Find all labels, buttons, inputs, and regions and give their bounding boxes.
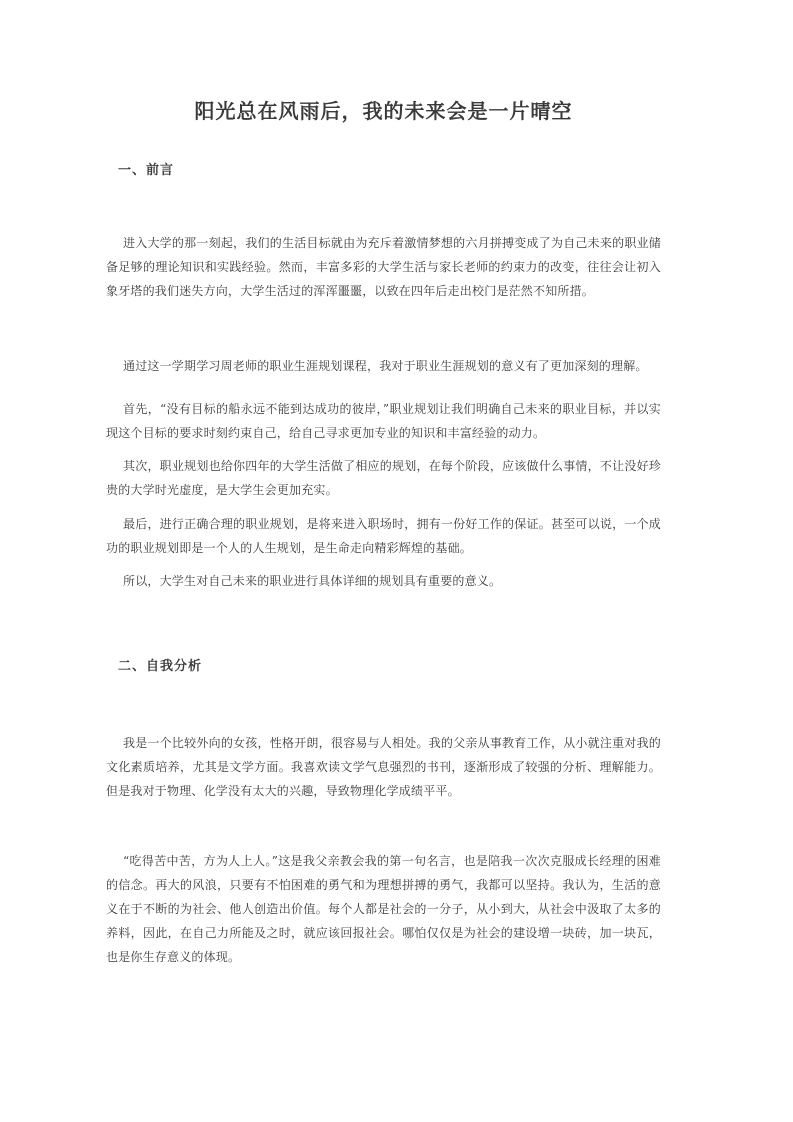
- paragraph-foreword-1: 进入大学的那一刻起，我们的生活目标就由为充斥着激情梦想的六月拼搏变成了为自己未来的职业储备足够的理论知识和实践经验。然而，丰富多彩的大学生活与家长老师的约束力的改变，往往会让初入象牙塔的我们迷失方向，大学生活过的浑浑噩噩，以致在四年后走出校门是茫然不知所措。: [106, 236, 661, 298]
- paragraph-foreword-6: 所以，大学生对自己未来的职业进行具体详细的规划具有重要的意义。: [123, 574, 502, 588]
- section-heading-self-analysis: 二、自我分析: [118, 659, 203, 674]
- paragraph-foreword-2: 通过这一学期学习周老师的职业生涯规划课程，我对于职业生涯规划的意义有了更加深刻的理解。: [123, 359, 648, 373]
- section-self-analysis: [106, 659, 661, 969]
- section-foreword: [106, 163, 661, 593]
- document-title: 阳光总在风雨后，我的未来会是一片晴空: [194, 99, 573, 123]
- paragraph-foreword-3: 首先，“没有目标的船永远不能到达成功的彼岸，”职业规划让我们明确自己未来的职业目标，并以实现这个目标的要求时刻约束自己，给自己寻求更加专业的知识和丰富经验的动力。: [106, 402, 661, 440]
- paragraph-self-analysis-2: “吃得苦中苦，方为人上人。”这是我父亲教会我的第一句名言，也是陪我一次次克服成长经理的困难的信念。再大的风浪，只要有不怕困难的勇气和为理想拼搏的勇气，我都可以坚持。我认为，生活的意义在于不断的为社会、他人创造出价值。每个人都是社会的一分子，从小到大，从社会中汲取了太多的养料，因此，在自己力所能及之时，就应该回报社会。哪怕仅仅是为社会的建设增一块砖，加一块瓦，也是你生存意义的体现。: [106, 854, 661, 964]
- paragraph-self-analysis-1: 我是一个比较外向的女孩，性格开朗，很容易与人相处。我的父亲从事教育工作，从小就注重对我的文化素质培养，尤其是文学方面。我喜欢读文学气息强烈的书刊，逐渐形成了较强的分析、理解能力。但是我对于物理、化学没有太大的兴趣，导致物理化学成绩平平。: [106, 736, 661, 798]
- paragraph-foreword-5: 最后，进行正确合理的职业规划，是将来进入职场时，拥有一份好工作的保证。甚至可以说，一个成功的职业规划即是一个人的人生规划，是生命走向精彩辉煌的基础。: [106, 517, 661, 555]
- paragraph-foreword-4: 其次，职业规划也给你四年的大学生活做了相应的规划，在每个阶段，应该做什么事情，不让没好珍贵的大学时光虚度，是大学生会更加充实。: [106, 459, 661, 497]
- section-heading-foreword: 一、前言: [118, 163, 175, 178]
